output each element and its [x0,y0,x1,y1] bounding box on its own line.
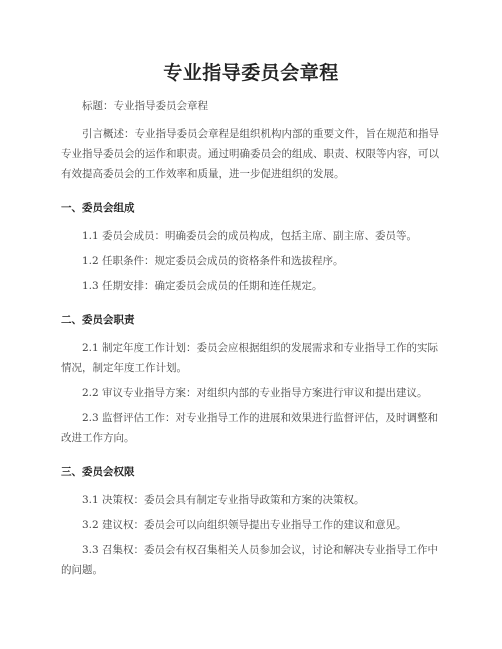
section-authority [61,462,442,580]
section-heading: 一、委员会组成 [61,202,135,214]
section-item: 1.2 任职条件：规定委员会成员的资格条件和选拔程序。 [82,255,344,267]
section-item: 1.3 任期安排：确定委员会成员的任期和连任规定。 [82,280,323,292]
section-item: 2.1 制定年度工作计划：委员会应根据组织的发展需求和专业指导工作的实际情况，制定年度工作计划。 [61,342,439,374]
section-item: 3.1 决策权：委员会具有制定专业指导政策和方案的决策权。 [82,494,365,506]
section-item: 1.1 委员会成员：明确委员会的成员构成，包括主席、副主席、委员等。 [82,230,418,242]
section-heading: 三、委员会权限 [61,466,135,478]
section-item: 3.3 召集权：委员会有权召集相关人员参加会议，讨论和解决专业指导工作中的问题。 [61,544,439,576]
section-duties [61,310,442,448]
section-composition [61,198,442,296]
section-heading: 二、委员会职责 [61,314,135,326]
subtitle-line: 标题：专业指导委员会章程 [82,100,208,112]
intro-paragraph: 引言概述：专业指导委员会章程是组织机构内部的重要文件，旨在规范和指导专业指导委员会的运作和职责。通过明确委员会的组成、职责、权限等内容，可以有效提高委员会的工作效率和质量，进一步促进组织的发展。 [61,128,439,180]
document-title: 专业指导委员会章程 [163,62,339,84]
document-body [61,96,442,580]
section-item: 2.2 审议专业指导方案：对组织内部的专业指导方案进行审议和提出建议。 [82,387,428,399]
section-item: 3.2 建议权：委员会可以向组织领导提出专业指导工作的建议和意见。 [82,519,407,531]
section-item: 2.3 监督评估工作：对专业指导工作的进展和效果进行监督评估，及时调整和改进工作方向。 [61,412,439,444]
